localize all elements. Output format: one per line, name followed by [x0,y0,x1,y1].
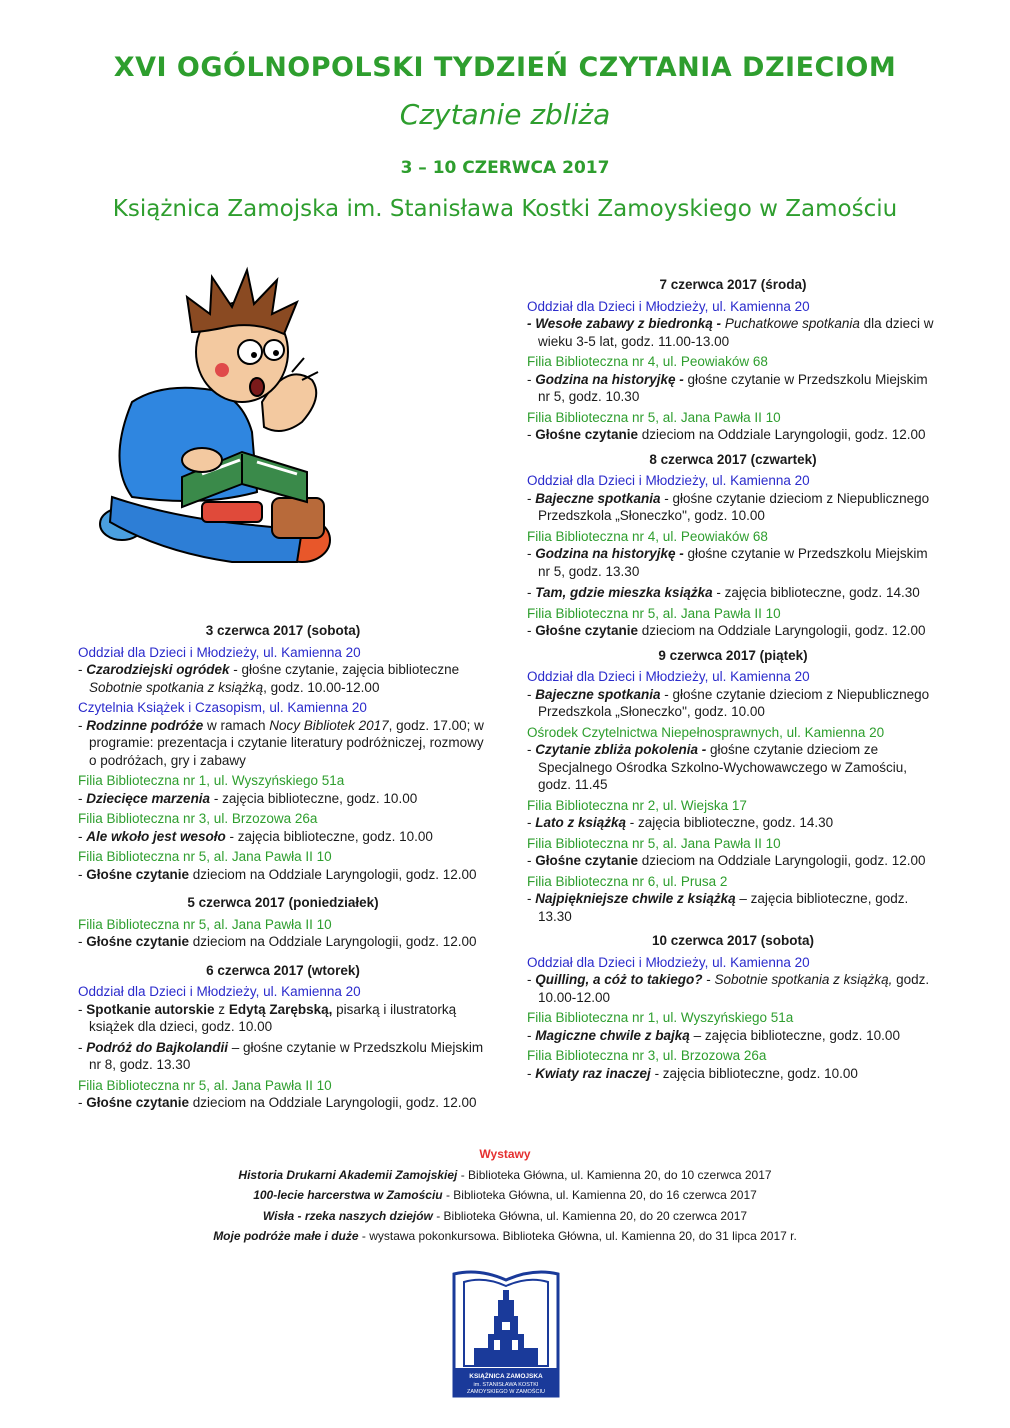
venue-name: Ośrodek Czytelnictwa Niepełnosprawnych, ul. Kamienna 20 [527,724,885,740]
venue-name: Filia Biblioteczna nr 4, ul. Peowiaków 68 [527,528,768,544]
exhibition-item: 100-lecie harcerstwa w Zamościu - Biblioteka Główna, ul. Kamienna 20, do 16 czerwca 2017 [253,1188,757,1202]
venue-name: Oddział dla Dzieci i Młodzieży, ul. Kamienna 20 [527,669,810,684]
venue-name: Filia Biblioteczna nr 3, ul. Brzozowa 26a [527,1048,767,1063]
event-item: - Magiczne chwile z bajką – zajęcia biblioteczne, godz. 10.00 [527,1027,900,1043]
venue-name: Filia Biblioteczna nr 5, al. Jana Pawła II 10 [78,849,332,864]
venue-name: Filia Biblioteczna nr 3, ul. Brzozowa 26a [78,811,318,826]
venue-name: Oddział dla Dzieci i Młodzieży, ul. Kamienna 20 [78,644,361,660]
exhibition-item: Historia Drukarni Akademii Zamojskiej - Biblioteka Główna, ul. Kamienna 20, do 10 czerwca 2017 [238,1167,772,1182]
day-heading: 5 czerwca 2017 (poniedziałek) [187,895,379,910]
venue-name: Oddział dla Dzieci i Młodzieży, ul. Kamienna 20 [527,954,810,970]
venue-name: Filia Biblioteczna nr 5, al. Jana Pawła II 10 [527,835,781,851]
exhibition-item: Moje podróże małe i duże - wystawa pokonkursowa. Biblioteka Główna, ul. Kamienna 20, do 31 lipca 2017 r. [213,1229,797,1243]
event-item: - Bajeczne spotkania - głośne czytanie dzieciom z Niepublicznego Przedszkola „Słoneczko", godz. 10.00 [527,490,930,523]
venue-name: Filia Biblioteczna nr 1, ul. Wyszyńskiego 51a [78,773,345,788]
venue-name: Filia Biblioteczna nr 5, al. Jana Pawła II 10 [78,1077,332,1093]
event-item: - Rodzinne podróże w ramach Nocy Bibliotek 2017, godz. 17.00; w programie: prezentacja i czytanie literatury podróżniczej, rozmowy o podróżach, gry i zabawy [78,717,484,768]
event-item: - Głośne czytanie dzieciom na Oddziale Laryngologii, godz. 12.00 [527,853,926,868]
event-item: - Czarodziejski ogródek - głośne czytanie, zajęcia biblioteczne Sobotnie spotkania z książką, godz. 10.00-12.00 [78,662,460,695]
library-name: Książnica Zamojska im. Stanisława Kostki Zamoyskiego w Zamościu [112,196,898,222]
event-item: - Głośne czytanie dzieciom na Oddziale Laryngologii, godz. 12.00 [78,1095,477,1110]
boy-reading-illustration [92,262,332,592]
event-item: - Godzina na historyjkę - głośne czytanie w Przedszkolu Miejskim nr 5, godz. 13.30 [527,546,928,579]
day-heading: 7 czerwca 2017 (środa) [659,277,807,292]
exhibition-item: Wisła - rzeka naszych dziejów - Biblioteka Główna, ul. Kamienna 20, do 20 czerwca 2017 [262,1208,748,1223]
exhibitions-section [0,1144,1010,1247]
exhibitions-heading: Wystawy [479,1147,531,1161]
event-item: - Głośne czytanie dzieciom na Oddziale Laryngologii, godz. 12.00 [527,427,926,442]
event-item: - Lato z książką - zajęcia biblioteczne, godz. 14.30 [527,815,834,830]
event-item: - Głośne czytanie dzieciom na Oddziale Laryngologii, godz. 12.00 [78,934,477,949]
venue-name: Filia Biblioteczna nr 6, ul. Prusa 2 [527,873,728,889]
event-item: - Bajeczne spotkania - głośne czytanie dzieciom z Niepublicznego Przedszkola „Słoneczko", godz. 10.00 [527,686,930,719]
page-title: XVI OGÓLNOPOLSKI TYDZIEŃ CZYTANIA DZIECIOM [113,52,897,83]
venue-name: Czytelnia Książek i Czasopism, ul. Kamienna 20 [78,700,367,715]
day-heading: 10 czerwca 2017 (sobota) [651,933,815,948]
venue-name: Filia Biblioteczna nr 1, ul. Wyszyńskiego 51a [527,1010,794,1025]
event-item: - Tam, gdzie mieszka książka - zajęcia biblioteczne, godz. 14.30 [527,585,920,600]
venue-name: Oddział dla Dzieci i Młodzieży, ul. Kamienna 20 [78,984,361,999]
venue-name: Filia Biblioteczna nr 5, al. Jana Pawła II 10 [527,605,781,621]
day-heading: 8 czerwca 2017 (czwartek) [649,451,817,467]
event-item: - Wesołe zabawy z biedronką - Puchatkowe spotkania dla dzieci w wieku 3-5 lat, godz. 11.00-13.00 [527,316,934,349]
event-item: - Godzina na historyjkę - głośne czytanie w Przedszkolu Miejskim nr 5, godz. 10.30 [527,371,928,404]
event-item: - Ale wkoło jest wesoło - zajęcia biblioteczne, godz. 10.00 [78,828,433,844]
venue-name: Filia Biblioteczna nr 5, al. Jana Pawła II 10 [527,409,781,425]
event-item: - Głośne czytanie dzieciom na Oddziale Laryngologii, godz. 12.00 [527,623,926,638]
venue-name: Oddział dla Dzieci i Młodzieży, ul. Kamienna 20 [527,473,810,488]
venue-name: Filia Biblioteczna nr 5, al. Jana Pawła II 10 [78,916,332,932]
schedule-left-column [78,622,488,1115]
day-heading: 3 czerwca 2017 (sobota) [205,623,361,638]
event-item: - Najpiękniejsze chwile z książką – zajęcia biblioteczne, godz. 13.30 [527,891,909,924]
event-dates: 3 – 10 CZERWCA 2017 [400,158,610,178]
event-item: - Głośne czytanie dzieciom na Oddziale Laryngologii, godz. 12.00 [78,866,477,882]
day-heading: 6 czerwca 2017 (wtorek) [206,962,360,978]
event-item: - Spotkanie autorskie z Edytą Zarębską, pisarką i ilustratorką książek dla dzieci, godz. 10.00 [78,1001,457,1034]
page-subtitle: Czytanie zbliża [399,98,611,131]
event-item: - Kwiaty raz inaczej - zajęcia biblioteczne, godz. 10.00 [527,1065,858,1081]
event-item: - Podróż do Bajkolandii – głośne czytanie w Przedszkolu Miejskim nr 8, godz. 13.30 [78,1039,484,1072]
schedule-right-column [527,276,939,1085]
logo-line-2: im. STANISŁAWA KOSTKI [473,1382,539,1388]
logo-line-3: ZAMOYSKIEGO W ZAMOŚCIU [467,1389,545,1395]
day-heading: 9 czerwca 2017 (piątek) [658,647,808,663]
event-item: - Czytanie zbliża pokolenia - głośne czytanie dzieciom ze Specjalnego Ośrodka Szkolno-Wychowawczego w Zamościu, godz. 11.45 [527,742,908,792]
event-item: - Quilling, a cóż to takiego? - Sobotnie spotkania z książką, godz. 10.00-12.00 [527,972,930,1005]
event-item: - Dziecięce marzenia - zajęcia biblioteczne, godz. 10.00 [78,790,418,806]
venue-name: Filia Biblioteczna nr 2, ul. Wiejska 17 [527,797,747,813]
library-logo [452,1268,560,1398]
logo-line-1: KSIĄŻNICA ZAMOJSKA [469,1373,543,1380]
venue-name: Oddział dla Dzieci i Młodzieży, ul. Kamienna 20 [527,298,810,314]
venue-name: Filia Biblioteczna nr 4, ul. Peowiaków 68 [527,354,768,369]
